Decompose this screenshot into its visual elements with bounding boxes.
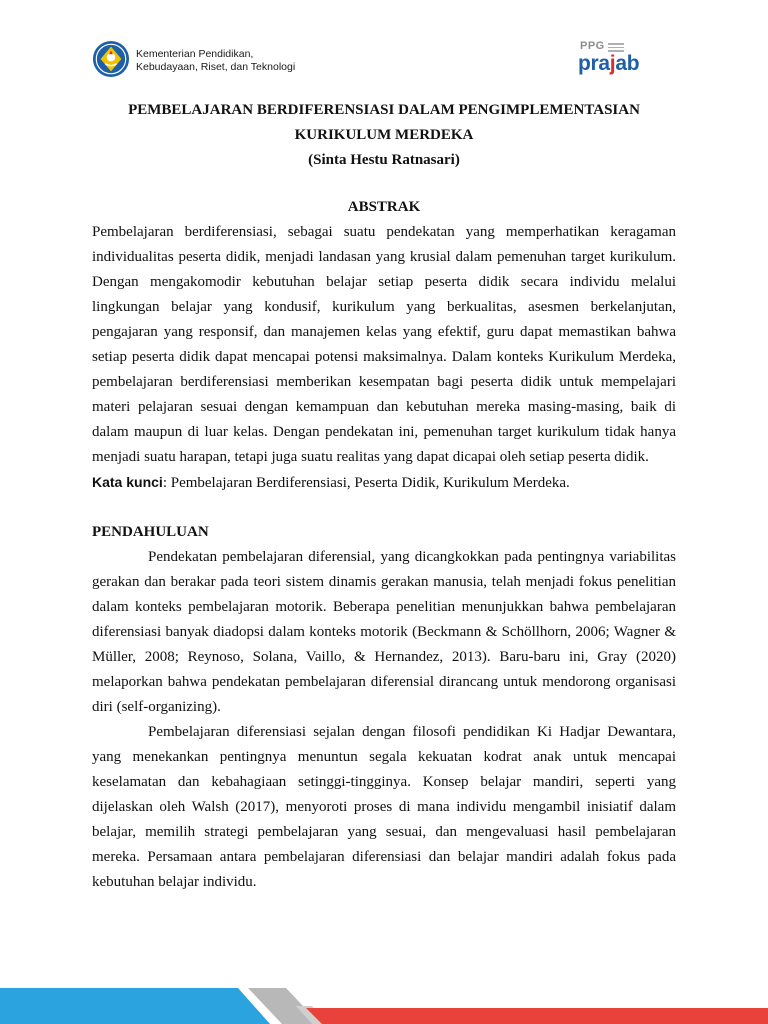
ppg-prajab-logo <box>578 40 658 80</box>
ppg-label: PPG <box>580 40 605 52</box>
keywords-label: Kata kunci <box>92 474 163 490</box>
abstract-heading: ABSTRAK <box>347 199 421 215</box>
footer-blue-band <box>0 988 270 1024</box>
intro-paragraph-1: Pendekatan pembelajaran diferensial, yang dicangkokkan pada pentingnya variabilitas gerakan dan berakar pada teori sistem dinamis gerakan manusia, telah menjadi fokus penelitian dalam konteks pembelajaran motorik. Beberapa penelitian menunjukkan bahwa pembelajaran diferensiasi banyak diadopsi dalam konteks motorik (Beckmann & Schöllhorn, 2006; Wagner & Müller, 2008; Reynoso, Solana, Vaillo, & Hernandez, 2013). Baru-baru ini, Gray (2020) melaporkan bahwa pendekatan pembelajaran diferensial dirancang untuk mendorong organisasi diri (self-organizing). <box>92 549 676 715</box>
prajab-wordmark: prajab <box>578 52 640 75</box>
paper-title <box>92 98 676 173</box>
title-line-1: PEMBELAJARAN BERDIFERENSIASI DALAM PENGIMPLEMENTASIAN <box>128 102 640 118</box>
ministry-line-1: Kementerian Pendidikan, <box>136 48 254 60</box>
ministry-name <box>136 48 295 74</box>
document-body <box>92 98 676 895</box>
abstract-section <box>92 220 676 496</box>
ministry-line-2: Kebudayaan, Riset, dan Teknologi <box>136 61 296 73</box>
abstract-paragraph: Pembelajaran berdiferensiasi, sebagai suatu pendekatan yang memperhatikan keragaman individualitas peserta didik, menjadi landasan yang krusial dalam pemenuhan target kurikulum. Dengan mengakomodir kebutuhan belajar setiap peserta didik secara individu melalui lingkungan belajar yang kondusif, kurikulum yang berkualitas, asesmen berkelanjutan, pengajaran yang responsif, dan manajemen kelas yang efektif, guru dapat memastikan bahwa setiap peserta didik dapat mencapai potensi maksimalnya. Dalam konteks Kurikulum Merdeka, pembelajaran berdiferensiasi memberikan kesempatan bagi peserta didik untuk mempelajari materi pelajaran sesuai dengan kemampuan dan kebutuhan mereka masing-masing, baik di dalam maupun di luar kelas. Dengan pendekatan ini, pemenuhan target kurikulum tidak hanya menjadi suatu harapan, tetapi juga suatu realitas yang dapat dicapai oleh setiap peserta didik. <box>92 224 676 465</box>
tut-wuri-handayani-emblem-icon <box>92 40 130 78</box>
introduction-heading: PENDAHULUAN <box>92 524 209 540</box>
intro-paragraph-2: Pembelajaran diferensiasi sejalan dengan filosofi pendidikan Ki Hadjar Dewantara, yang menekankan pentingnya menuntun segala kekuatan kodrat anak untuk mencapai keselamatan dan kebahagiaan setinggi-tingginya. Konsep belajar mandiri, seperti yang dijelaskan oleh Walsh (2017), menyoroti proses di mana individu mengambil inisiatif dalam belajar, memilih strategi pembelajaran yang sesuai, dan mengevaluasi hasil pembelajaran mereka. Persamaan antara pembelajaran diferensiasi dan belajar mandiri adalah fokus pada kebutuhan belajar individu. <box>92 724 676 890</box>
introduction-section <box>92 545 676 895</box>
keywords-text: : Pembelajaran Berdiferensiasi, Peserta Didik, Kurikulum Merdeka. <box>162 475 570 491</box>
author: (Sinta Hestu Ratnasari) <box>308 152 460 168</box>
title-line-2: KURIKULUM MERDEKA <box>294 127 474 143</box>
keywords <box>92 470 676 496</box>
footer-decoration <box>0 984 768 1024</box>
document-header <box>0 0 768 90</box>
footer-red-band <box>306 1008 768 1024</box>
